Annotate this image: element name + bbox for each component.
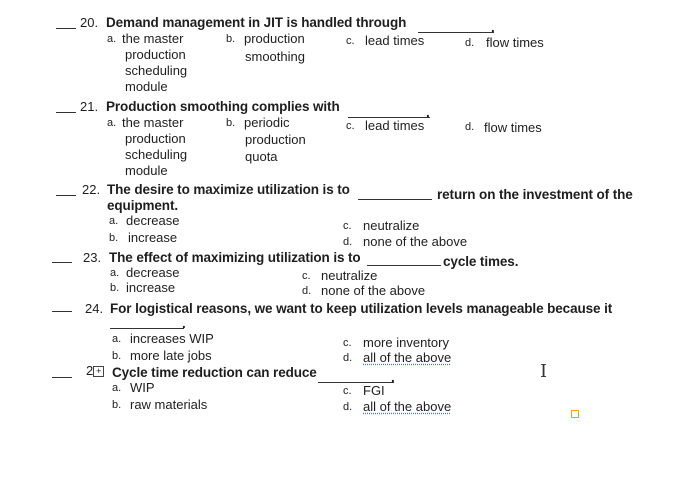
option-letter-22a: a. <box>109 215 119 227</box>
question-number-22: 22. <box>82 182 101 197</box>
option-text-24d: all of the above <box>363 350 452 365</box>
option-text-23b: increase <box>126 280 176 295</box>
option-text-25d: all of the above <box>363 399 452 414</box>
option-text-21a-1: the master <box>122 115 184 130</box>
question-stem-22-line2: equipment. <box>107 198 179 213</box>
option-text-21b-1: periodic <box>244 115 290 130</box>
option-letter-23a: a. <box>110 267 120 279</box>
question-stem-23-line1: The effect of maximizing utilization is to <box>109 250 361 265</box>
option-letter-23c: c. <box>302 270 311 282</box>
option-letter-23d: d. <box>302 285 312 297</box>
option-letter-22d: d. <box>343 236 353 248</box>
fill-blank-22[interactable] <box>358 199 432 200</box>
question-stem-24: For logistical reasons, we want to keep utilization levels manageable because it <box>110 301 613 316</box>
option-letter-20d: d. <box>465 37 475 49</box>
question-stem-21: Production smoothing complies with <box>106 99 340 114</box>
question-number-23: 23. <box>83 250 102 265</box>
question-stem-23-after: cycle times. <box>443 254 519 269</box>
question-period-25: . <box>391 370 395 385</box>
option-letter-20a: a. <box>107 33 117 45</box>
option-text-24b: more late jobs <box>130 348 212 363</box>
option-text-22c: neutralize <box>363 218 420 233</box>
option-letter-22c: c. <box>343 220 352 232</box>
answer-blank-24[interactable] <box>52 311 72 312</box>
question-stem-22-line1: The desire to maximize utilization is to <box>107 182 350 197</box>
option-text-21a-4: module <box>125 163 168 178</box>
option-text-23d: none of the above <box>321 283 426 298</box>
option-text-20b-2: smoothing <box>245 49 305 64</box>
question-stem-20: Demand management in JIT is handled through <box>106 15 407 30</box>
option-letter-23b: b. <box>110 282 120 294</box>
option-text-20a-3: scheduling <box>125 63 188 78</box>
option-text-20c: lead times <box>365 33 425 48</box>
option-text-20a-4: module <box>125 79 168 94</box>
option-text-21b-3: quota <box>245 149 278 164</box>
option-text-22d: none of the above <box>363 234 468 249</box>
option-text-21c: lead times <box>365 118 425 133</box>
question-stem-25: Cycle time reduction can reduce <box>112 365 317 380</box>
option-letter-22b: b. <box>109 232 119 244</box>
option-letter-25b: b. <box>112 399 122 411</box>
question-number-20: 20. <box>80 15 99 30</box>
option-text-21a-3: scheduling <box>125 147 188 162</box>
answer-blank-20[interactable] <box>56 28 76 29</box>
option-text-21b-2: production <box>245 132 306 147</box>
option-letter-24d: d. <box>343 352 353 364</box>
question-number-25-digit: 2 <box>86 363 94 378</box>
option-letter-25d: d. <box>343 401 353 413</box>
option-text-20a-1: the master <box>122 31 184 46</box>
option-text-25c: FGI <box>363 383 385 398</box>
answer-blank-22[interactable] <box>56 195 76 196</box>
option-text-20b-1: production <box>244 31 305 46</box>
option-text-24c: more inventory <box>363 335 449 350</box>
question-number-21: 21. <box>80 99 99 114</box>
option-letter-20c: c. <box>346 35 355 47</box>
option-text-25a: WIP <box>130 380 155 395</box>
plus-box-icon[interactable]: + <box>93 366 104 377</box>
question-period-24: . <box>182 316 186 331</box>
option-letter-24a: a. <box>112 333 122 345</box>
option-letter-20b: b. <box>226 33 236 45</box>
option-text-25b: raw materials <box>130 397 208 412</box>
text-cursor-icon: I <box>540 361 548 382</box>
question-period-21: . <box>426 105 430 120</box>
question-number-24: 24. <box>85 301 104 316</box>
answer-blank-25[interactable] <box>52 377 72 378</box>
square-icon <box>571 410 579 418</box>
option-text-23c: neutralize <box>321 268 378 283</box>
option-text-21d: flow times <box>484 120 542 135</box>
option-letter-24c: c. <box>343 337 352 349</box>
option-letter-24b: b. <box>112 350 122 362</box>
option-text-22b: increase <box>128 230 178 245</box>
option-text-24a: increases WIP <box>130 331 214 346</box>
fill-blank-23[interactable] <box>367 265 441 266</box>
answer-blank-23[interactable] <box>52 262 72 263</box>
answer-blank-21[interactable] <box>56 112 76 113</box>
option-text-21a-2: production <box>125 131 186 146</box>
option-text-20d: flow times <box>486 35 544 50</box>
option-letter-21b: b. <box>226 117 236 129</box>
option-letter-21c: c. <box>346 120 355 132</box>
option-letter-21a: a. <box>107 117 117 129</box>
option-text-23a: decrease <box>126 265 180 280</box>
option-text-22a: decrease <box>126 213 180 228</box>
question-stem-22-after: return on the investment of the <box>437 187 633 202</box>
question-period-20: . <box>491 20 495 35</box>
option-text-20a-2: production <box>125 47 186 62</box>
option-letter-25a: a. <box>112 382 122 394</box>
fill-blank-20[interactable] <box>418 32 494 33</box>
option-letter-21d: d. <box>465 121 475 133</box>
fill-blank-24[interactable] <box>110 328 184 329</box>
option-letter-25c: c. <box>343 385 352 397</box>
question-number-25 <box>86 363 105 378</box>
